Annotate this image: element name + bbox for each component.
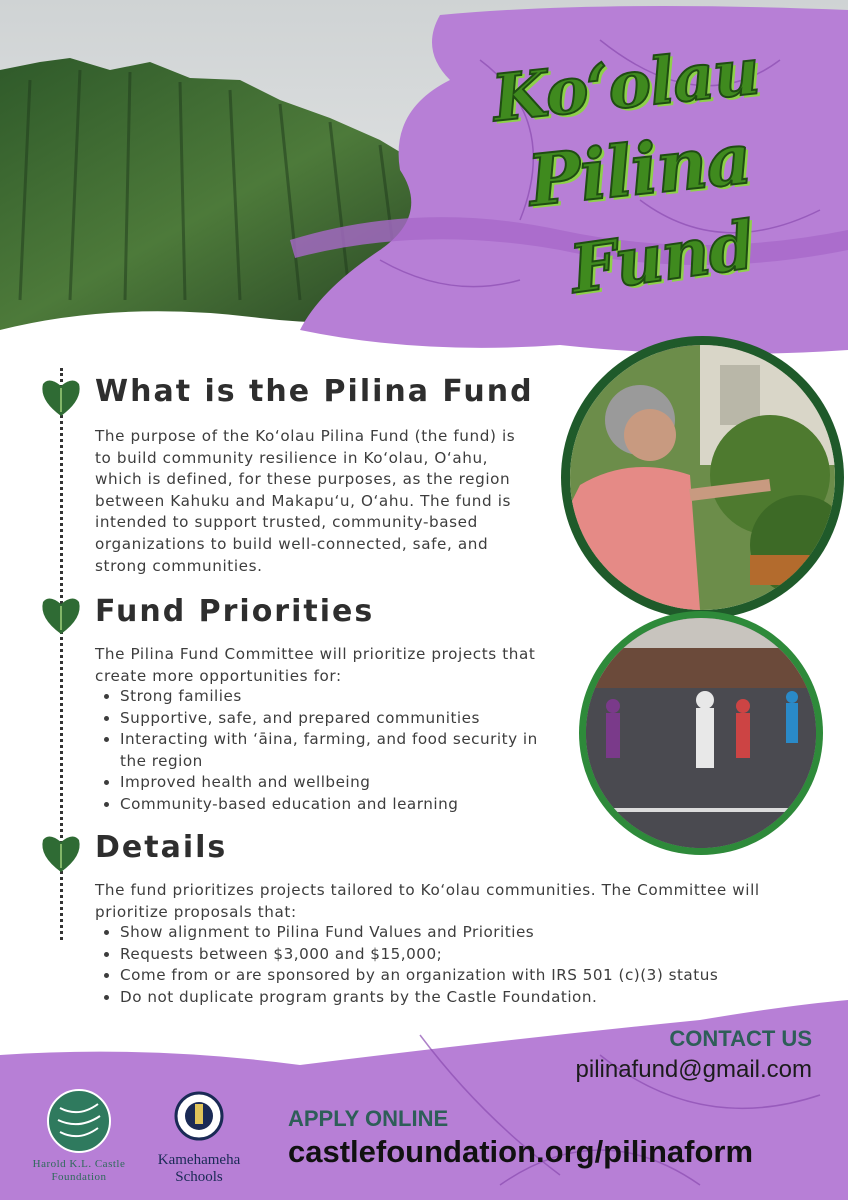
- kamehameha-logo-line1: Kamehameha: [157, 1152, 241, 1168]
- castle-logo-icon: [46, 1088, 112, 1154]
- section-heading-what: What is the Pilina Fund: [95, 374, 534, 409]
- list-item: • Community-based education and learning: [120, 794, 560, 816]
- castle-logo-line2: Foundation: [51, 1171, 107, 1183]
- kamehameha-schools-logo: [144, 1088, 254, 1186]
- leaf-icon: [39, 592, 83, 636]
- exercise-photo: [586, 618, 816, 848]
- castle-logo-line1: Harold K.L. Castle: [32, 1158, 126, 1170]
- list-item: • Show alignment to Pilina Fund Values and Priorities: [120, 922, 820, 944]
- castle-foundation-logo: [20, 1088, 138, 1184]
- kamehameha-logo-line2: Schools: [175, 1169, 223, 1185]
- section-body-what: The purpose of the Ko‘olau Pilina Fund (the fund) is to build community resilience in Ko‘olau, O‘ahu, which is defined, for these purposes, as the region between Kahuku and Makapu‘u, O‘ahu. The fund is intended to support trusted, community-based organizations to build well-connected, safe, and strong communities.: [95, 427, 516, 575]
- apply-heading: APPLY ONLINE: [288, 1106, 449, 1131]
- contact-heading: CONTACT US: [669, 1026, 812, 1051]
- list-item: • Improved health and wellbeing: [120, 772, 560, 794]
- leaf-icon: [39, 374, 83, 418]
- list-item: • Strong families: [120, 686, 560, 708]
- list-item: • Requests between $3,000 and $15,000;: [120, 944, 820, 966]
- section-intro-priorities: The Pilina Fund Committee will prioritize projects that create more opportunities for:: [95, 645, 536, 685]
- list-item: • Supportive, safe, and prepared communities: [120, 708, 560, 730]
- section-intro-details: The fund prioritizes projects tailored to Ko‘olau communities. The Committee will prioritize proposals that:: [95, 881, 760, 921]
- priorities-list: [101, 686, 560, 815]
- list-item: • Interacting with ‘āina, farming, and food security in the region: [120, 729, 560, 772]
- title-line-1: Ko‘olau: [488, 34, 763, 137]
- list-item: • Come from or are sponsored by an organization with IRS 501 (c)(3) status: [120, 965, 820, 987]
- section-heading-details: Details: [95, 830, 228, 865]
- title-line-2: Pilina: [524, 116, 755, 223]
- kamehameha-seal-icon: [174, 1088, 224, 1148]
- contact-email[interactable]: pilinafund@gmail.com: [575, 1056, 812, 1083]
- garden-photo: [570, 345, 835, 610]
- fund-title-logo: [470, 34, 830, 330]
- apply-url-link[interactable]: castlefoundation.org/pilinaform: [288, 1134, 754, 1169]
- section-heading-priorities: Fund Priorities: [95, 594, 375, 629]
- leaf-icon: [39, 830, 83, 874]
- title-line-3: Fund: [565, 205, 759, 309]
- list-item: • Do not duplicate program grants by the Castle Foundation.: [120, 987, 820, 1009]
